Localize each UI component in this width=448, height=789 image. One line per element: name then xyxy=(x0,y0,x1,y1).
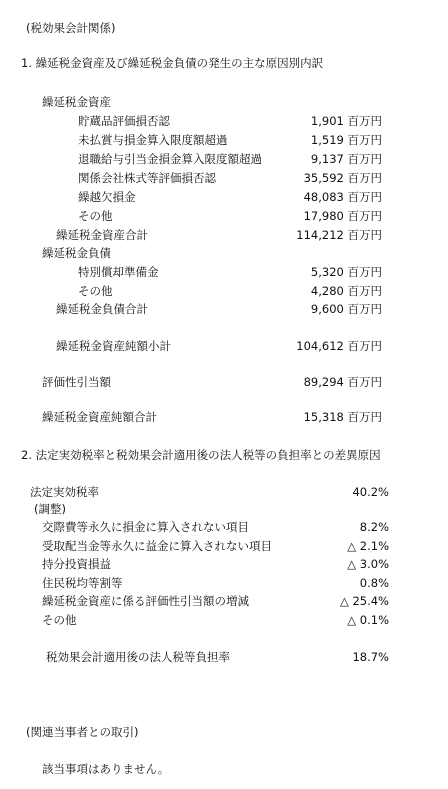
adjustment-item-label: 繰延税金資産に係る評価性引当額の増減 xyxy=(42,594,249,608)
asset-item-label: 繰越欠損金 xyxy=(78,190,136,204)
section1-title: 1. 繰延税金資産及び繰延税金負債の発生の主な原因別内訳 xyxy=(21,56,324,70)
net-subtotal-label: 繰延税金資産純額小計 xyxy=(56,339,171,353)
asset-item-value: 1,901 百万円 xyxy=(310,114,382,128)
assets-total-label: 繰延税金資産合計 xyxy=(56,228,148,242)
net-total-value: 15,318 百万円 xyxy=(303,410,382,424)
adjustment-item-label: 受取配当金等永久に益金に算入されない項目 xyxy=(42,539,272,553)
liability-item-value: 4,280 百万円 xyxy=(310,284,382,298)
liabilities-total-label: 繰延税金負債合計 xyxy=(56,302,148,316)
asset-item-value: 48,083 百万円 xyxy=(303,190,382,204)
deferred-tax-assets-heading: 繰延税金資産 xyxy=(42,95,111,109)
asset-item-value: 1,519 百万円 xyxy=(310,133,382,147)
liability-item-value: 5,320 百万円 xyxy=(310,265,382,279)
deferred-tax-liabilities-heading: 繰延税金負債 xyxy=(42,246,111,260)
asset-item-label: 関係会社株式等評価損否認 xyxy=(78,171,216,185)
related-party-heading: (関連当事者との取引) xyxy=(26,725,139,739)
adjustment-item-label: 住民税均等割等 xyxy=(42,576,123,590)
adjustment-item-value: △ 0.1% xyxy=(347,613,389,627)
adjustment-item-value: 0.8% xyxy=(359,576,389,590)
assets-total-value: 114,212 百万円 xyxy=(296,228,382,242)
asset-item-label: 未払賞与損金算入限度額超過 xyxy=(78,133,228,147)
section2-title: 2. 法定実効税率と税効果会計適用後の法人税等の負担率との差異原因 xyxy=(21,448,381,462)
adjustment-item-label: 交際費等永久に損金に算入されない項目 xyxy=(42,520,249,534)
effective-rate-label: 税効果会計適用後の法人税等負担率 xyxy=(46,650,230,664)
net-total-label: 繰延税金資産純額合計 xyxy=(42,410,157,424)
asset-item-value: 9,137 百万円 xyxy=(310,152,382,166)
asset-item-value: 17,980 百万円 xyxy=(303,209,382,223)
adjustment-heading: (調整) xyxy=(34,502,66,516)
adjustment-item-value: △ 2.1% xyxy=(347,539,389,553)
asset-item-label: 貯蔵品評価損否認 xyxy=(78,114,170,128)
liability-item-label: その他 xyxy=(78,284,113,298)
liabilities-total-value: 9,600 百万円 xyxy=(310,302,382,316)
adjustment-item-value: △ 3.0% xyxy=(347,557,389,571)
statutory-rate-value: 40.2% xyxy=(352,485,389,499)
adjustment-item-value: △ 25.4% xyxy=(339,594,389,608)
statutory-rate-label: 法定実効税率 xyxy=(30,485,99,499)
adjustment-item-label: 持分投資損益 xyxy=(42,557,111,571)
asset-item-label: その他 xyxy=(78,209,113,223)
valuation-allowance-label: 評価性引当額 xyxy=(42,375,111,389)
asset-item-label: 退職給与引当金損金算入限度額超過 xyxy=(78,152,262,166)
adjustment-item-label: その他 xyxy=(42,613,77,627)
related-party-text: 該当事項はありません。 xyxy=(42,762,170,776)
asset-item-value: 35,592 百万円 xyxy=(303,171,382,185)
valuation-allowance-value: 89,294 百万円 xyxy=(303,375,382,389)
liability-item-label: 特別償却準備金 xyxy=(78,265,159,279)
adjustment-item-value: 8.2% xyxy=(359,520,389,534)
section-header-tax-effect: (税効果会計関係) xyxy=(26,21,116,35)
net-subtotal-value: 104,612 百万円 xyxy=(296,339,382,353)
effective-rate-value: 18.7% xyxy=(352,650,389,664)
